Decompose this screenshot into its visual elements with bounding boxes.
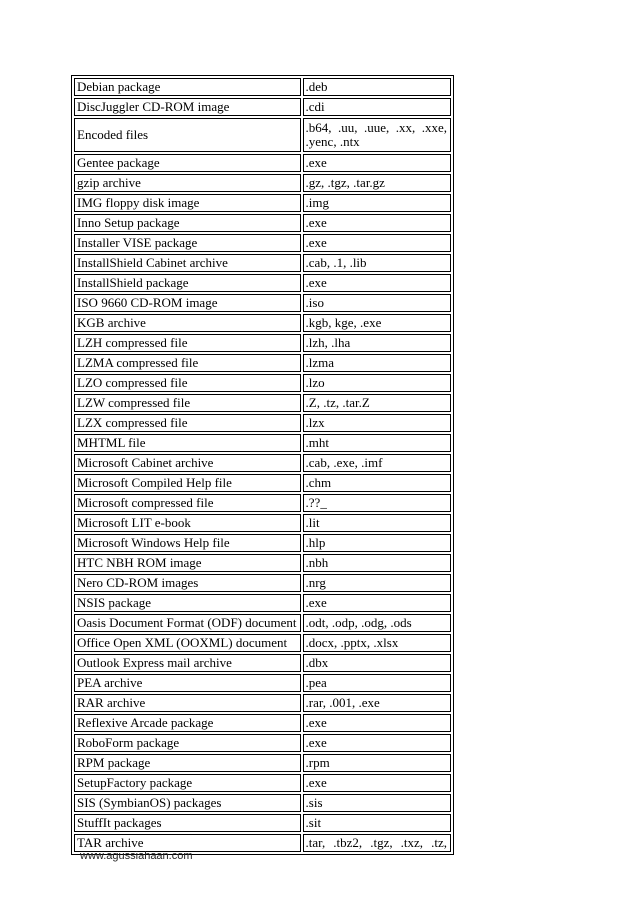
format-name-cell: ISO 9660 CD-ROM image [74, 294, 301, 312]
format-name-cell: Nero CD-ROM images [74, 574, 301, 592]
table-row [74, 98, 451, 116]
format-name-cell: Microsoft Compiled Help file [74, 474, 301, 492]
table-row [74, 234, 451, 252]
extension-cell: .mht [303, 434, 451, 452]
table-row [74, 214, 451, 232]
extension-cell: .kgb, kge, .exe [303, 314, 451, 332]
file-format-table [71, 75, 454, 855]
table-row [74, 414, 451, 432]
table-row [74, 394, 451, 412]
table-row [74, 154, 451, 172]
format-name-cell: Encoded files [74, 118, 301, 152]
extension-cell: .rpm [303, 754, 451, 772]
format-name-cell: Microsoft Windows Help file [74, 534, 301, 552]
table-row [74, 654, 451, 672]
format-name-cell: Outlook Express mail archive [74, 654, 301, 672]
table-row [74, 614, 451, 632]
extension-cell: .iso [303, 294, 451, 312]
table-row [74, 534, 451, 552]
extension-cell: .nrg [303, 574, 451, 592]
table-row [74, 514, 451, 532]
format-name-cell: Microsoft compressed file [74, 494, 301, 512]
format-name-cell: StuffIt packages [74, 814, 301, 832]
extension-cell: .exe [303, 714, 451, 732]
table-row [74, 574, 451, 592]
format-name-cell: PEA archive [74, 674, 301, 692]
table-row [74, 474, 451, 492]
extension-cell: .lzh, .lha [303, 334, 451, 352]
table-row [74, 674, 451, 692]
extension-cell: .odt, .odp, .odg, .ods [303, 614, 451, 632]
table-row [74, 634, 451, 652]
footer-url: www.agussiahaan.com [80, 850, 193, 862]
extension-cell: .cdi [303, 98, 451, 116]
extension-cell: .Z, .tz, .tar.Z [303, 394, 451, 412]
table-row [74, 754, 451, 772]
extension-cell: .exe [303, 734, 451, 752]
table-row [74, 374, 451, 392]
format-name-cell: gzip archive [74, 174, 301, 192]
table-row [74, 554, 451, 572]
table-row [74, 594, 451, 612]
table-row [74, 294, 451, 312]
table-row [74, 814, 451, 832]
extension-cell: .dbx [303, 654, 451, 672]
format-name-cell: Debian package [74, 78, 301, 96]
table-row [74, 118, 451, 152]
format-name-cell: SetupFactory package [74, 774, 301, 792]
format-name-cell: Oasis Document Format (ODF) document [74, 614, 301, 632]
table-row [74, 434, 451, 452]
format-name-cell: Installer VISE package [74, 234, 301, 252]
table-row [74, 794, 451, 812]
table-row [74, 494, 451, 512]
format-name-cell: InstallShield package [74, 274, 301, 292]
extension-cell: .lzo [303, 374, 451, 392]
format-name-cell: LZW compressed file [74, 394, 301, 412]
table-row [74, 274, 451, 292]
format-name-cell: SIS (SymbianOS) packages [74, 794, 301, 812]
format-name-cell: MHTML file [74, 434, 301, 452]
format-name-cell: LZH compressed file [74, 334, 301, 352]
extension-cell: .sit [303, 814, 451, 832]
format-name-cell: LZMA compressed file [74, 354, 301, 372]
extension-cell: .tar, .tbz2, .tgz, .txz, .tz, [303, 834, 451, 852]
extension-cell: .exe [303, 274, 451, 292]
extension-cell: .hlp [303, 534, 451, 552]
format-name-cell: IMG floppy disk image [74, 194, 301, 212]
format-name-cell: Microsoft Cabinet archive [74, 454, 301, 472]
extension-cell: .sis [303, 794, 451, 812]
format-name-cell: HTC NBH ROM image [74, 554, 301, 572]
table-row [74, 354, 451, 372]
table-row [74, 174, 451, 192]
extension-cell: .cab, .1, .lib [303, 254, 451, 272]
extension-cell: .docx, .pptx, .xlsx [303, 634, 451, 652]
table-row [74, 774, 451, 792]
extension-cell: .cab, .exe, .imf [303, 454, 451, 472]
format-name-cell: NSIS package [74, 594, 301, 612]
format-name-cell: RoboForm package [74, 734, 301, 752]
format-name-cell: Office Open XML (OOXML) document [74, 634, 301, 652]
format-name-cell: RPM package [74, 754, 301, 772]
extension-cell: .exe [303, 214, 451, 232]
extension-cell: .exe [303, 594, 451, 612]
format-name-cell: LZX compressed file [74, 414, 301, 432]
extension-cell: .exe [303, 774, 451, 792]
extension-cell: .exe [303, 154, 451, 172]
extension-cell: .gz, .tgz, .tar.gz [303, 174, 451, 192]
format-name-cell: Reflexive Arcade package [74, 714, 301, 732]
file-format-table-body [74, 78, 451, 852]
extension-cell: .pea [303, 674, 451, 692]
table-row [74, 454, 451, 472]
extension-cell: .exe [303, 234, 451, 252]
format-name-cell: RAR archive [74, 694, 301, 712]
extension-cell: .nbh [303, 554, 451, 572]
format-name-cell: Microsoft LIT e-book [74, 514, 301, 532]
format-name-cell: Gentee package [74, 154, 301, 172]
extension-cell: .img [303, 194, 451, 212]
extension-cell: .lzma [303, 354, 451, 372]
format-name-cell: DiscJuggler CD-ROM image [74, 98, 301, 116]
format-name-cell: Inno Setup package [74, 214, 301, 232]
table-row [74, 78, 451, 96]
format-name-cell: TAR archive [74, 834, 301, 852]
table-row [74, 194, 451, 212]
extension-cell: .lit [303, 514, 451, 532]
extension-cell: .lzx [303, 414, 451, 432]
table-row [74, 714, 451, 732]
extension-cell: .b64, .uu, .uue, .xx, .xxe, .yenc, .ntx [303, 118, 451, 152]
table-row [74, 254, 451, 272]
format-name-cell: LZO compressed file [74, 374, 301, 392]
table-row [74, 314, 451, 332]
extension-cell: .??_ [303, 494, 451, 512]
extension-cell: .chm [303, 474, 451, 492]
table-row [74, 334, 451, 352]
format-name-cell: KGB archive [74, 314, 301, 332]
extension-cell: .rar, .001, .exe [303, 694, 451, 712]
table-row [74, 694, 451, 712]
format-name-cell: InstallShield Cabinet archive [74, 254, 301, 272]
extension-cell: .deb [303, 78, 451, 96]
table-row [74, 734, 451, 752]
